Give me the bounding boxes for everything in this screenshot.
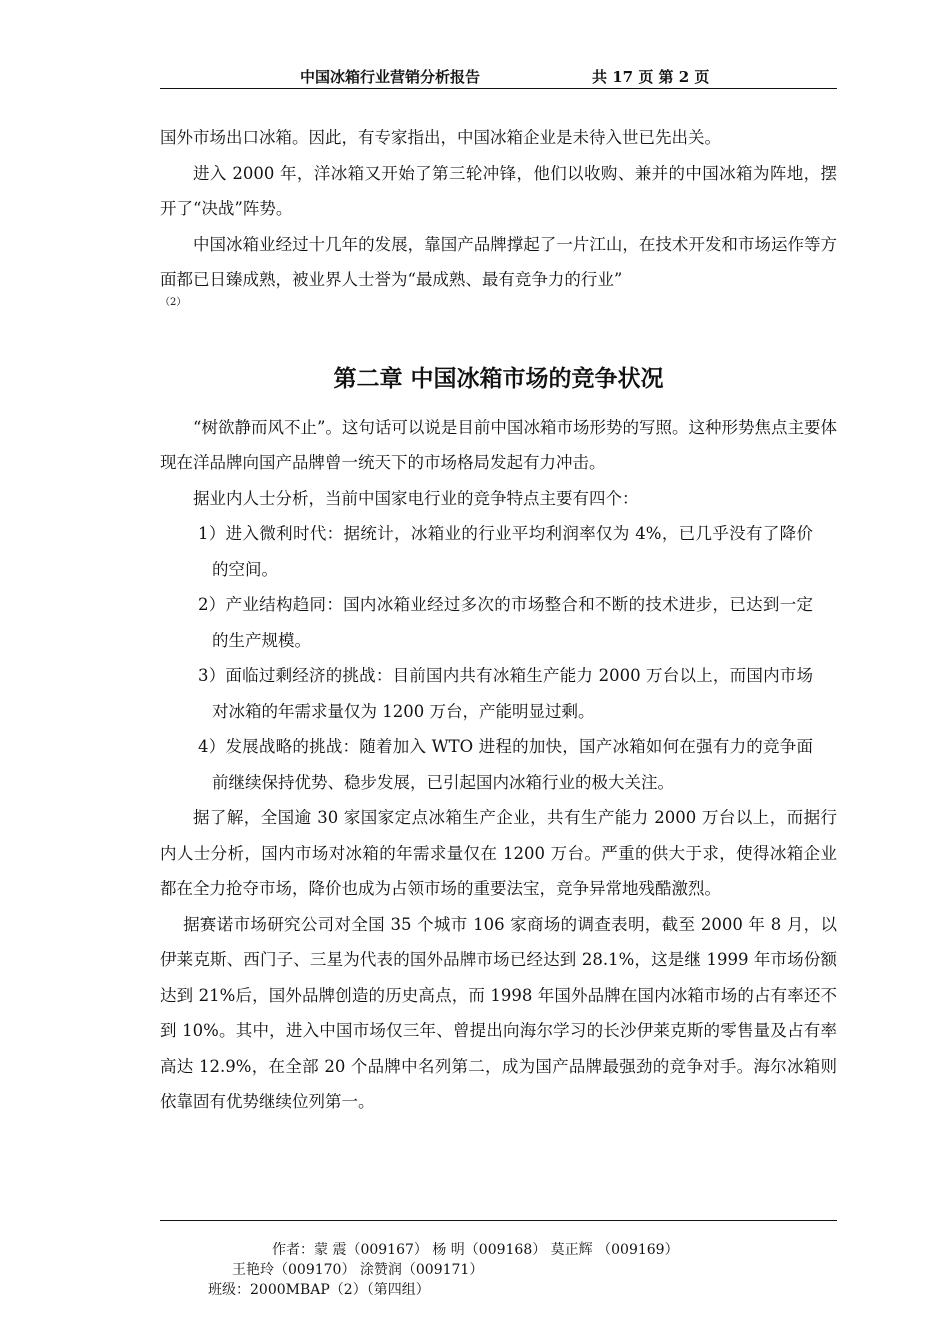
body-paragraph: 据业内人士分析，当前中国家电行业的竞争特点主要有四个：	[193, 488, 639, 508]
footer-authors-line2: 王艳玲（009170） 涂赞润（009171）	[232, 1262, 484, 1278]
body-paragraph: 中国冰箱业经过十几年的发展，靠国产品牌撑起了一片江山，在技术开发和市场运作等方面都已日臻成熟，被业界人士誉为“最成熟、最有竞争力的行业”	[160, 234, 837, 289]
page-counter: 共 17 页 第 2 页	[592, 68, 710, 86]
list-item: 2）产业结构趋同：国内冰箱业经过多次的市场整合和不断的技术进步，已达到一定的生产规模。	[198, 595, 813, 650]
list-item: 1）进入微利时代：据统计，冰箱业的行业平均利润率仅为 4%，已几乎没有了降价的空间。	[198, 524, 813, 579]
page-content	[160, 120, 837, 1120]
chapter-title: 第二章 中国冰箱市场的竞争状况	[333, 364, 664, 392]
footer-authors-line1: 作者：蒙 震（009167） 杨 明（009168） 莫正辉 （009169）	[272, 1242, 679, 1258]
page-header	[160, 66, 837, 89]
list-item: 4）发展战略的挑战：随着加入 WTO 进程的加快，国产冰箱如何在强有力的竞争面前继续保持优势、稳步发展，已引起国内冰箱行业的极大关注。	[198, 737, 813, 792]
body-paragraph: 据了解，全国逾 30 家国家定点冰箱生产企业，共有生产能力 2000 万台以上，而据行内人士分析，国内市场对冰箱的年需求量仅在 1200 万台。严重的供大于求，使得冰箱企业都在全力抢夺市场，降价也成为占领市场的重要法宝，竞争异常地残酷激烈。	[160, 808, 837, 898]
page-footer	[160, 1220, 837, 1298]
body-paragraph: 据赛诺市场研究公司对全国 35 个城市 106 家商场的调查表明，截至 2000 年 8 月，以伊莱克斯、西门子、三星为代表的国外品牌市场已经达到 28.1%，这是继 1999 年市场份额达到 21%后，国外品牌创造的历史高点，而 1998 年国外品牌在国内冰箱市场的占有率还不到 10%。其中，进入中国市场仅三年、曾提出向海尔学习的长沙伊莱克斯的零售量及占有率高达 12.9%，在全部 20 个品牌中名列第二，成为国产品牌最强劲的竞争对手。海尔冰箱则依靠固有优势继续位列第一。	[160, 914, 837, 1111]
body-paragraph: 国外市场出口冰箱。因此，有专家指出，中国冰箱企业是未待入世已先出关。	[160, 128, 721, 147]
report-title: 中国冰箱行业营销分析报告	[300, 68, 481, 86]
footer-class-line: 班级：2000MBAP（2）（第四组）	[208, 1282, 430, 1298]
body-paragraph: 进入 2000 年，洋冰箱又开始了第三轮冲锋，他们以收购、兼并的中国冰箱为阵地，摆开了“决战”阵势。	[160, 163, 837, 218]
footnote-reference: （2）	[160, 296, 187, 308]
list-item: 3）面临过剩经济的挑战：目前国内共有冰箱生产能力 2000 万台以上，而国内市场对冰箱的年需求量仅为 1200 万台，产能明显过剩。	[198, 666, 813, 721]
body-paragraph: “树欲静而风不止”。这句话可以说是目前中国冰箱市场形势的写照。这种形势焦点主要体现在洋品牌向国产品牌曾一统天下的市场格局发起有力冲击。	[160, 417, 837, 472]
